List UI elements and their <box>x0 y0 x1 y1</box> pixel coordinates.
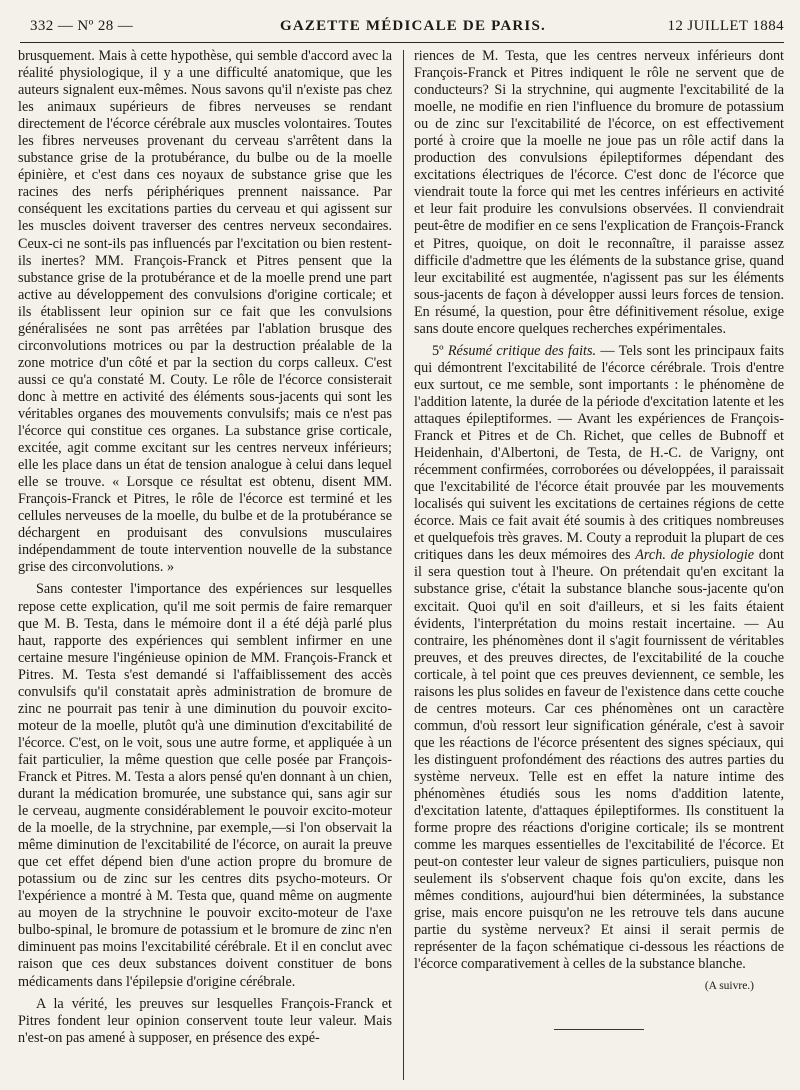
page-number-and-issue <box>30 18 133 35</box>
left-column <box>18 48 392 1047</box>
page-number: 332 <box>30 18 54 34</box>
right-column <box>414 48 784 1030</box>
section-text-b: dont il sera question tout à l'heure. On prétendait qu'en excitant la substance grise, c'était la substance blanche sous-jacente qu'on excitait. Quoi qu'il en soit d'ailleurs, et si les faits étaient évidents, l'interprétation du moins restait incertaine. — Au contraire, les phénomènes dont il s'agit fournissent de véritables preuves, et des preuves directes, de l'excitabilité de la couche corticale, à tel point que ces preuves deviennent, ce semble, les raisons les plus solides en faveur de l'existence dans cette couche de centres moteurs. Car ces phénomènes ont un caractère commun, d'où ressort leur signification générale, c'est à savoir que les réactions de l'écorce présentent des signes spéciaux, qui les distinguent profondément des réactions des autres parties du système nerveux. Telle est en effet la nature intime des phénomènes étudiés sous les noms d'addition latente, d'excitation latente, d'attaques épileptiformes. Ils constituent la forme propre des réactions d'origine corticale; ils se montrent comme les marques essentielles de l'excitabilité de l'écorce. Et peut-on contester leur valeur de signes particuliers, puisque non seulement ils s'observent chaque fois qu'on excite, dans les mêmes conditions, aujourd'hui bien déterminées, la substance grise, mais encore puisqu'on ne les retrouve tels dans aucune partie du système nerveux? Et ainsi il serait permis de représenter de la façon schématique ci-dessous les réactions de l'écorce comparativement à celles de la substance blanche. <box>414 547 785 973</box>
issue-number: — Nº 28 — <box>57 18 134 34</box>
right-paragraph-2 <box>414 343 784 974</box>
section-text-a: — Tels sont les principaux faits qui démontrent l'excitabilité de l'écorce cérébrale. Trois d'entre eux surtout, ce me semble, sont importants : le phénomène de l'addition latente, la durée de la période d'excitation latente et les attaques épileptiformes. — Avant les expériences de François-Franck et Pitres et de Ch. Richet, que celles de Bubnoff et Heidenhain, d'Albertoni, de Testa, de H.-C. de Varigny, ont récemment confirmées, corroborées ou développées, il paraissait que l'excitabilité de l'écorce était prouvée par les mouvements localisés qui suivent les excitations de certaines régions de cette écorce. Mais ce fait avait été soumis à des critiques nombreuses et quelquefois très graves. M. Couty a reproduit la plupart de ces critiques dans les deux mémoires des <box>414 342 785 564</box>
left-paragraph-3: A la vérité, les preuves sur lesquelles François-Franck et Pitres fondent leur opinion conservent toute leur valeur. Mais n'est-on pas amené à supposer, en présence des expé- <box>18 995 392 1046</box>
section-title: Résumé critique des faits. <box>447 342 597 359</box>
section-number: 5º <box>432 342 444 359</box>
right-paragraph-1: riences de M. Testa, que les centres nerveux inférieurs dont François-Franck et Pitres indiquent le rôle ne servent que de conducteurs? Si la strychnine, qui augmente l'excitabilité de la moelle, ne modifie en rien l'influence du bromure de potassium ou de zinc sur l'excitabilité de l'écorce, on est effectivement porté à croire que la moelle ne joue pas un rôle actif dans la production des convulsions épileptiformes dépendant des excitations électriques de l'écorce. C'est donc de l'écorce que viendrait toute la force qui met les centres inférieurs en activité et leur fait produire les convulsions observées. Il conviendrait peut-être de modifier en ce sens l'explication de François-Franck et Pitres, quoique, on doit le reconnaître, il paraisse assez difficile d'admettre que les éléments de la substance grise, quand leur excitabilité est augmentée, n'agissent pas sur les éléments sous-jacents de façon à développer aussi leurs forces de tension. En résumé, la question, pour être définitivement résolue, exige sans doute encore quelques recherches expérimentales. <box>414 48 784 337</box>
end-rule <box>554 1029 644 1030</box>
issue-date: 12 JUILLET 1884 <box>667 18 784 34</box>
journal-reference: Arch. de physiologie <box>635 547 755 564</box>
header-rule <box>20 42 784 43</box>
to-be-continued: (A suivre.) <box>704 979 754 992</box>
column-divider <box>403 50 404 1080</box>
page-header <box>30 14 784 38</box>
journal-title: GAZETTE MÉDICALE DE PARIS. <box>280 18 546 34</box>
left-paragraph-2: Sans contester l'importance des expériences sur lesquelles repose cette explication, qu'il me soit permis de faire remarquer que M. B. Testa, dans le mémoire dont il a été déjà parlé plus haut, rapporte des expériences qui semblent infirmer en une certaine mesure l'ingénieuse opinion de MM. François-Franck et Pitres. M. Testa s'est demandé si l'affaiblissement des accès convulsifs qu'il constatait après administration de bromure de zinc ne pourrait pas tenir à une diminution du pouvoir excito-moteur de la moelle, plutôt qu'à une diminution d'excitabilité de l'écorce. C'est, on le voit, sous une autre forme, et appliquée à un fait particulier, la même question que celle posée par François-Franck et Pitres. M. Testa a alors pensé qu'en donnant à un chien, durant la médication bromurée, une substance qui, sans agir sur le cerveau, augmente considérablement le pouvoir excito-moteur de la moelle, de la strychnine, par exemple,—si l'on observait la même diminution de l'excitabilité de l'écorce, on aurait la preuve que cet effet dépend bien d'une action propre du bromure de potassium ou de zinc sur les centres dits psycho-moteurs. Or l'expérience a montré à M. Testa que, quand même on augmente au moyen de la strychnine le pouvoir excito-moteur de l'axe bulbo-spinal, le bromure de potassium et le bromure de zinc n'en diminuent pas moins l'excitabilité cérébrale. Et il en conclut avec raison que ces deux substances doivent constituer de bons médicaments dans l'épilepsie d'origine cérébrale. <box>18 581 392 990</box>
left-paragraph-1: brusquement. Mais à cette hypothèse, qui semble d'accord avec la réalité physiologique, il y a une difficulté anatomique, que les auteurs signalent eux-mêmes. Nous savons qu'il n'existe pas chez les animaux supérieurs de fibres nerveuses se rendant directement de l'écorce cérébrale aux muscles volontaires. Toutes les fibres nerveuses provenant du cerveau s'arrêtent dans la substance grise de la protubérance, du bulbe ou de la moelle épinière, et c'est dans ces noyaux de substance grise que les racines des nerfs périphériques prennent naissance. Par conséquent les excitations parties du cerveau et qui agissent sur les muscles doivent traverser des centres nerveux secondaires. Ceux-ci ne sont-ils pas influencés par l'excitation ou bien restent-ils inertes? MM. François-Franck et Pitres pensent que la substance grise de la protubérance et de la moelle prend une part active au développement des convulsions d'origine corticale; et ils établissent leur opinion sur ce fait que les convulsions généralisées ne sont pas arrêtées par l'ablation brusque des circonvolutions motrices ou par la destruction préalable de la zone motrice d'un côté et par la section du corps calleux. C'est aussi ce qu'a constaté M. Couty. Le rôle de l'écorce consisterait donc à mettre en activité des éléments sous-jacents qui sont les véritables organes des mouvements convulsifs; mais ce n'est pas l'écorce qui constitue ces organes. La substance grise corticale, excitée, agit comme excitant sur les centres nerveux inférieurs; elle les place dans un état de tension analogue à celui dans lequel elle se trouve. « Lorsque ce résultat est obtenu, disent MM. François-Franck et Pitres, le rôle de l'écorce est terminé et les cellules nerveuses de la moelle, du bulbe et de la protubérance se déchargent en produisant des convulsions musculaires indépendamment de toute intervention nouvelle de la substance grise des circonvolutions. » <box>18 48 392 576</box>
